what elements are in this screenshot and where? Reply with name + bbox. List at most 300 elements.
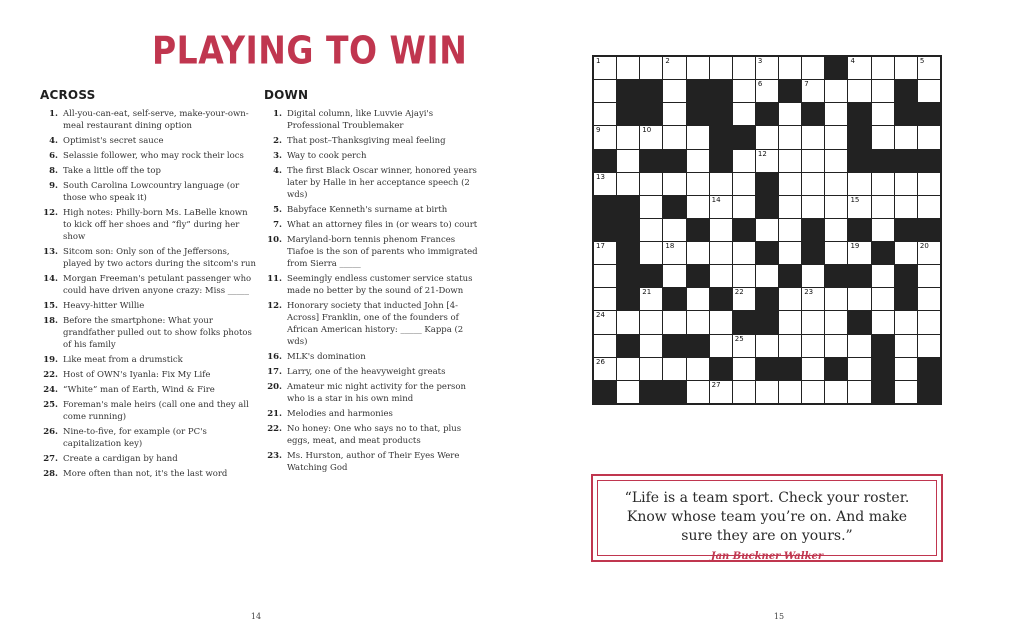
grid-cell[interactable] xyxy=(802,196,824,218)
page-number-right: 15 xyxy=(773,612,785,621)
grid-cell-black xyxy=(802,103,824,125)
grid-cell[interactable] xyxy=(848,242,870,264)
grid-cell-black xyxy=(918,358,940,380)
grid-cell-black xyxy=(617,196,639,218)
grid-cell[interactable] xyxy=(687,196,709,218)
grid-cell[interactable] xyxy=(756,80,778,102)
clue-text: Sitcom son: Only son of the Jeffersons, played by two actors during the sitcom's run xyxy=(63,247,256,269)
grid-cell[interactable] xyxy=(802,80,824,102)
grid-cell[interactable] xyxy=(779,57,801,79)
clue-text: The first Black Oscar winner, honored years later by Halle in her acceptance speech (2 wds) xyxy=(287,166,477,200)
grid-cell[interactable] xyxy=(640,288,662,310)
grid-cell[interactable] xyxy=(710,311,732,333)
grid-cell-black xyxy=(756,288,778,310)
grid-cell[interactable] xyxy=(872,288,894,310)
down-clue xyxy=(264,135,478,147)
across-clue xyxy=(40,273,256,297)
down-clue xyxy=(264,204,478,216)
grid-cell-black xyxy=(918,219,940,241)
grid-cell[interactable] xyxy=(617,381,639,403)
grid-cell-number: 14 xyxy=(711,195,721,204)
grid-cell[interactable] xyxy=(733,242,755,264)
grid-cell[interactable] xyxy=(687,173,709,195)
clue-number: 1. xyxy=(49,109,58,119)
grid-cell[interactable] xyxy=(663,311,685,333)
across-clue xyxy=(40,384,256,396)
grid-cell[interactable] xyxy=(895,173,917,195)
grid-cell[interactable] xyxy=(710,242,732,264)
grid-cell[interactable] xyxy=(687,358,709,380)
grid-cell-black xyxy=(848,150,870,172)
across-clue xyxy=(40,399,256,423)
grid-cell[interactable] xyxy=(710,381,732,403)
clue-number: 13. xyxy=(43,247,58,257)
grid-cell[interactable] xyxy=(779,242,801,264)
grid-cell[interactable] xyxy=(687,381,709,403)
grid-cell[interactable] xyxy=(918,311,940,333)
grid-cell-black xyxy=(733,219,755,241)
grid-cell[interactable] xyxy=(872,103,894,125)
grid-cell[interactable] xyxy=(617,311,639,333)
across-clue xyxy=(40,207,256,243)
across-clue xyxy=(40,369,256,381)
grid-cell-black xyxy=(640,265,662,287)
grid-cell[interactable] xyxy=(733,103,755,125)
grid-cell[interactable] xyxy=(663,219,685,241)
grid-cell-black xyxy=(594,196,616,218)
grid-cell[interactable] xyxy=(895,335,917,357)
clue-text: Digital column, like Luvvie Ajayi's Professional Troublemaker xyxy=(287,109,434,131)
across-clue xyxy=(40,453,256,465)
grid-cell[interactable] xyxy=(802,288,824,310)
clue-number: 20. xyxy=(267,382,282,392)
grid-cell[interactable] xyxy=(848,381,870,403)
grid-cell[interactable] xyxy=(733,358,755,380)
grid-cell[interactable] xyxy=(848,80,870,102)
grid-cell[interactable] xyxy=(710,265,732,287)
grid-cell[interactable] xyxy=(918,126,940,148)
grid-cell-black xyxy=(802,219,824,241)
grid-cell[interactable] xyxy=(918,288,940,310)
grid-cell[interactable] xyxy=(663,126,685,148)
grid-cell[interactable] xyxy=(594,173,616,195)
clue-text: More often than not, it's the last word xyxy=(63,469,228,479)
grid-cell[interactable] xyxy=(918,196,940,218)
grid-cell[interactable] xyxy=(594,80,616,102)
grid-cell[interactable] xyxy=(733,173,755,195)
grid-cell[interactable] xyxy=(779,196,801,218)
grid-cell[interactable] xyxy=(640,242,662,264)
clue-text: Amateur mic night activity for the person who is a star in his own mind xyxy=(287,382,466,404)
grid-cell[interactable] xyxy=(779,126,801,148)
grid-cell-number: 6 xyxy=(757,80,763,89)
across-clue xyxy=(40,108,256,132)
grid-cell-black xyxy=(872,242,894,264)
grid-cell[interactable] xyxy=(779,150,801,172)
grid-cell[interactable] xyxy=(756,219,778,241)
grid-cell[interactable] xyxy=(802,173,824,195)
grid-cell[interactable] xyxy=(848,196,870,218)
grid-cell[interactable] xyxy=(895,311,917,333)
grid-cell-number: 23 xyxy=(804,288,814,297)
grid-cell[interactable] xyxy=(640,173,662,195)
down-clue xyxy=(264,108,478,132)
grid-cell[interactable] xyxy=(825,196,847,218)
clue-number: 6. xyxy=(49,151,58,161)
grid-cell[interactable] xyxy=(594,242,616,264)
grid-cell-black xyxy=(617,242,639,264)
grid-cell[interactable] xyxy=(848,57,870,79)
grid-cell-black xyxy=(918,103,940,125)
clue-text: No honey: One who says no to that, plus eggs, meat, and meat products xyxy=(287,424,462,446)
grid-cell[interactable] xyxy=(640,126,662,148)
grid-cell[interactable] xyxy=(663,358,685,380)
grid-cell[interactable] xyxy=(895,126,917,148)
down-clue xyxy=(264,219,478,231)
grid-cell-black xyxy=(663,335,685,357)
grid-cell[interactable] xyxy=(687,126,709,148)
grid-cell-black xyxy=(594,150,616,172)
clue-number: 9. xyxy=(49,181,58,191)
clue-text: Way to cook perch xyxy=(287,151,367,161)
grid-cell[interactable] xyxy=(918,265,940,287)
grid-cell[interactable] xyxy=(802,265,824,287)
clue-number: 25. xyxy=(43,400,58,410)
grid-cell[interactable] xyxy=(710,196,732,218)
grid-cell-black xyxy=(710,150,732,172)
grid-cell[interactable] xyxy=(687,242,709,264)
down-clue xyxy=(264,366,478,378)
grid-cell-black xyxy=(710,358,732,380)
grid-cell[interactable] xyxy=(617,126,639,148)
grid-cell[interactable] xyxy=(825,242,847,264)
grid-cell[interactable] xyxy=(825,288,847,310)
grid-cell[interactable] xyxy=(872,173,894,195)
clue-number: 12. xyxy=(43,208,58,218)
down-clue xyxy=(264,423,478,447)
grid-cell[interactable] xyxy=(779,381,801,403)
clue-number: 2. xyxy=(273,136,282,146)
quote-box xyxy=(591,474,943,562)
down-clue-list xyxy=(264,108,478,474)
clue-number: 17. xyxy=(267,367,282,377)
grid-cell[interactable] xyxy=(918,57,940,79)
grid-cell[interactable] xyxy=(756,150,778,172)
grid-cell-black xyxy=(687,80,709,102)
down-clue xyxy=(264,234,478,270)
grid-cell[interactable] xyxy=(733,196,755,218)
clue-text: Honorary society that inducted John [4-Across] Franklin, one of the founders of African American history: _____ Kappa (2 wds) xyxy=(287,301,464,347)
across-clue-list xyxy=(40,108,256,480)
grid-cell[interactable] xyxy=(594,103,616,125)
grid-cell-black xyxy=(848,265,870,287)
grid-cell-black xyxy=(918,150,940,172)
clue-text: What an attorney files in (or wears to) court xyxy=(287,220,478,230)
down-clue xyxy=(264,351,478,363)
grid-cell[interactable] xyxy=(779,335,801,357)
clue-text: High notes: Philly-born Ms. LaBelle known to kick off her shoes and “fly” during her show xyxy=(63,208,248,242)
down-clue xyxy=(264,381,478,405)
grid-cell-number: 2 xyxy=(665,57,670,65)
clue-number: 18. xyxy=(43,316,58,326)
grid-cell[interactable] xyxy=(779,311,801,333)
grid-cell[interactable] xyxy=(802,381,824,403)
quote-text: “Life is a team sport. Check your roster. Know whose team you’re on. And make sure they are on yours.” xyxy=(624,490,910,544)
grid-cell[interactable] xyxy=(687,57,709,79)
grid-cell-black xyxy=(756,103,778,125)
grid-cell-black xyxy=(617,80,639,102)
grid-cell[interactable] xyxy=(825,311,847,333)
quote-author: Jan Buckner Walker xyxy=(710,551,824,562)
grid-cell-black xyxy=(710,103,732,125)
grid-cell-black xyxy=(872,358,894,380)
grid-cell[interactable] xyxy=(779,103,801,125)
grid-cell[interactable] xyxy=(825,103,847,125)
grid-cell[interactable] xyxy=(848,335,870,357)
grid-cell[interactable] xyxy=(872,80,894,102)
grid-cell-number: 18 xyxy=(665,242,675,251)
grid-cell[interactable] xyxy=(663,265,685,287)
across-clue xyxy=(40,246,256,270)
across-clue xyxy=(40,315,256,351)
grid-cell[interactable] xyxy=(594,126,616,148)
grid-cell-black xyxy=(594,219,616,241)
grid-cell[interactable] xyxy=(710,335,732,357)
grid-cell[interactable] xyxy=(756,126,778,148)
grid-cell[interactable] xyxy=(640,196,662,218)
grid-cell[interactable] xyxy=(710,219,732,241)
grid-cell[interactable] xyxy=(733,57,755,79)
grid-cell-black xyxy=(663,150,685,172)
grid-cell-number: 19 xyxy=(850,242,860,251)
grid-cell-black xyxy=(617,103,639,125)
clue-text: All-you-can-eat, self-serve, make-your-own-meal restaurant dining option xyxy=(63,109,249,131)
grid-cell[interactable] xyxy=(802,311,824,333)
grid-cell[interactable] xyxy=(825,80,847,102)
grid-cell-black xyxy=(848,219,870,241)
grid-cell[interactable] xyxy=(802,335,824,357)
grid-cell[interactable] xyxy=(710,57,732,79)
clue-number: 1. xyxy=(273,109,282,119)
grid-cell-black xyxy=(779,358,801,380)
grid-cell[interactable] xyxy=(918,80,940,102)
grid-cell-black xyxy=(617,335,639,357)
grid-cell-number: 7 xyxy=(804,80,809,89)
grid-cell-black xyxy=(779,265,801,287)
grid-cell[interactable] xyxy=(756,57,778,79)
clue-text: South Carolina Lowcountry language (or those who speak it) xyxy=(63,181,240,203)
clue-number: 5. xyxy=(273,205,282,215)
grid-cell[interactable] xyxy=(779,173,801,195)
grid-cell-black xyxy=(895,265,917,287)
grid-cell[interactable] xyxy=(687,150,709,172)
clue-number: 12. xyxy=(267,301,282,311)
grid-cell[interactable] xyxy=(825,381,847,403)
grid-cell[interactable] xyxy=(802,126,824,148)
down-clue xyxy=(264,273,478,297)
grid-cell[interactable] xyxy=(872,311,894,333)
down-column xyxy=(264,88,478,477)
grid-cell-black xyxy=(872,150,894,172)
grid-cell-black xyxy=(872,335,894,357)
grid-cell[interactable] xyxy=(756,265,778,287)
grid-cell[interactable] xyxy=(872,196,894,218)
grid-cell[interactable] xyxy=(733,288,755,310)
grid-cell[interactable] xyxy=(825,173,847,195)
grid-cell[interactable] xyxy=(895,381,917,403)
grid-cell[interactable] xyxy=(640,219,662,241)
grid-cell-black xyxy=(710,288,732,310)
grid-cell[interactable] xyxy=(802,57,824,79)
grid-cell-black xyxy=(640,80,662,102)
clue-number: 14. xyxy=(43,274,58,284)
grid-cell[interactable] xyxy=(756,381,778,403)
grid-cell[interactable] xyxy=(918,242,940,264)
across-clue xyxy=(40,300,256,312)
grid-cell-number: 20 xyxy=(919,242,929,251)
grid-cell[interactable] xyxy=(733,265,755,287)
grid-cell-number: 9 xyxy=(596,126,601,135)
grid-cell[interactable] xyxy=(825,126,847,148)
clue-number: 15. xyxy=(43,301,58,311)
grid-cell[interactable] xyxy=(872,265,894,287)
grid-cell[interactable] xyxy=(640,311,662,333)
grid-cell[interactable] xyxy=(733,80,755,102)
grid-cell[interactable] xyxy=(733,335,755,357)
page-title: PLAYING TO WIN xyxy=(152,28,468,73)
grid-cell[interactable] xyxy=(687,311,709,333)
grid-cell-black xyxy=(895,219,917,241)
grid-cell-black xyxy=(687,265,709,287)
across-clue xyxy=(40,426,256,450)
grid-cell[interactable] xyxy=(663,57,685,79)
grid-cell[interactable] xyxy=(779,288,801,310)
grid-cell[interactable] xyxy=(594,57,616,79)
grid-cell[interactable] xyxy=(733,381,755,403)
grid-cell-number: 12 xyxy=(757,149,767,158)
grid-cell[interactable] xyxy=(918,173,940,195)
grid-cell[interactable] xyxy=(663,242,685,264)
grid-cell[interactable] xyxy=(594,358,616,380)
grid-cell[interactable] xyxy=(687,288,709,310)
grid-cell[interactable] xyxy=(663,103,685,125)
grid-cell[interactable] xyxy=(640,335,662,357)
down-clue xyxy=(264,165,478,201)
grid-cell-black xyxy=(895,103,917,125)
grid-cell[interactable] xyxy=(617,150,639,172)
grid-cell[interactable] xyxy=(895,57,917,79)
grid-cell-black xyxy=(895,288,917,310)
grid-cell-black xyxy=(710,80,732,102)
clue-text: Optimist's secret sauce xyxy=(63,136,164,146)
grid-cell-black xyxy=(779,80,801,102)
grid-cell-black xyxy=(663,288,685,310)
across-clue xyxy=(40,354,256,366)
grid-cell[interactable] xyxy=(617,173,639,195)
grid-cell[interactable] xyxy=(640,358,662,380)
down-clue xyxy=(264,408,478,420)
grid-cell[interactable] xyxy=(640,57,662,79)
grid-cell[interactable] xyxy=(895,242,917,264)
grid-cell[interactable] xyxy=(895,358,917,380)
grid-cell-number: 10 xyxy=(642,126,652,135)
grid-cell[interactable] xyxy=(594,335,616,357)
grid-cell-black xyxy=(825,358,847,380)
grid-cell-black xyxy=(895,80,917,102)
grid-cell[interactable] xyxy=(779,219,801,241)
grid-cell[interactable] xyxy=(594,288,616,310)
clue-text: Host of OWN's Iyanla: Fix My Life xyxy=(63,370,211,380)
clue-number: 27. xyxy=(43,454,58,464)
clue-number: 22. xyxy=(43,370,58,380)
grid-cell-number: 21 xyxy=(642,288,652,297)
down-clue xyxy=(264,150,478,162)
grid-cell[interactable] xyxy=(825,335,847,357)
grid-cell-black xyxy=(756,173,778,195)
grid-cell[interactable] xyxy=(802,150,824,172)
grid-cell-black xyxy=(594,381,616,403)
grid-cell[interactable] xyxy=(848,173,870,195)
across-heading: ACROSS xyxy=(40,88,96,102)
grid-cell[interactable] xyxy=(872,57,894,79)
grid-cell-black xyxy=(640,103,662,125)
grid-cell[interactable] xyxy=(872,219,894,241)
grid-cell-number: 1 xyxy=(596,57,601,65)
clue-number: 26. xyxy=(43,427,58,437)
grid-cell-black xyxy=(848,311,870,333)
grid-cell[interactable] xyxy=(756,335,778,357)
grid-cell[interactable] xyxy=(663,80,685,102)
grid-cell[interactable] xyxy=(872,126,894,148)
grid-cell[interactable] xyxy=(663,173,685,195)
grid-cell[interactable] xyxy=(594,265,616,287)
grid-cell-black xyxy=(733,126,755,148)
grid-cell[interactable] xyxy=(825,219,847,241)
clue-text: Before the smartphone: What your grandfather pulled out to show folks photos of his family xyxy=(63,316,252,350)
grid-cell[interactable] xyxy=(825,150,847,172)
grid-cell-black xyxy=(710,126,732,148)
grid-cell-black xyxy=(663,381,685,403)
grid-cell[interactable] xyxy=(895,196,917,218)
clue-number: 3. xyxy=(273,151,282,161)
clue-text: That post–Thanksgiving meal feeling xyxy=(287,136,446,146)
grid-cell-black xyxy=(663,196,685,218)
clue-number: 19. xyxy=(43,355,58,365)
grid-cell[interactable] xyxy=(918,335,940,357)
grid-cell[interactable] xyxy=(848,358,870,380)
grid-cell-black xyxy=(617,288,639,310)
clue-text: Create a cardigan by hand xyxy=(63,454,178,464)
grid-cell[interactable] xyxy=(733,150,755,172)
grid-cell[interactable] xyxy=(617,358,639,380)
across-clue xyxy=(40,150,256,162)
clue-number: 21. xyxy=(267,409,282,419)
grid-cell-black xyxy=(756,196,778,218)
clue-number: 22. xyxy=(267,424,282,434)
grid-cell[interactable] xyxy=(802,358,824,380)
grid-cell[interactable] xyxy=(710,173,732,195)
grid-cell-number: 17 xyxy=(596,242,605,251)
grid-cell-black xyxy=(802,242,824,264)
grid-cell[interactable] xyxy=(848,288,870,310)
grid-cell[interactable] xyxy=(594,311,616,333)
across-column xyxy=(40,88,256,483)
across-clue xyxy=(40,468,256,480)
grid-cell-number: 27 xyxy=(711,380,721,389)
quote-inner-frame xyxy=(597,480,937,562)
grid-cell-number: 24 xyxy=(596,311,605,320)
grid-cell[interactable] xyxy=(617,57,639,79)
